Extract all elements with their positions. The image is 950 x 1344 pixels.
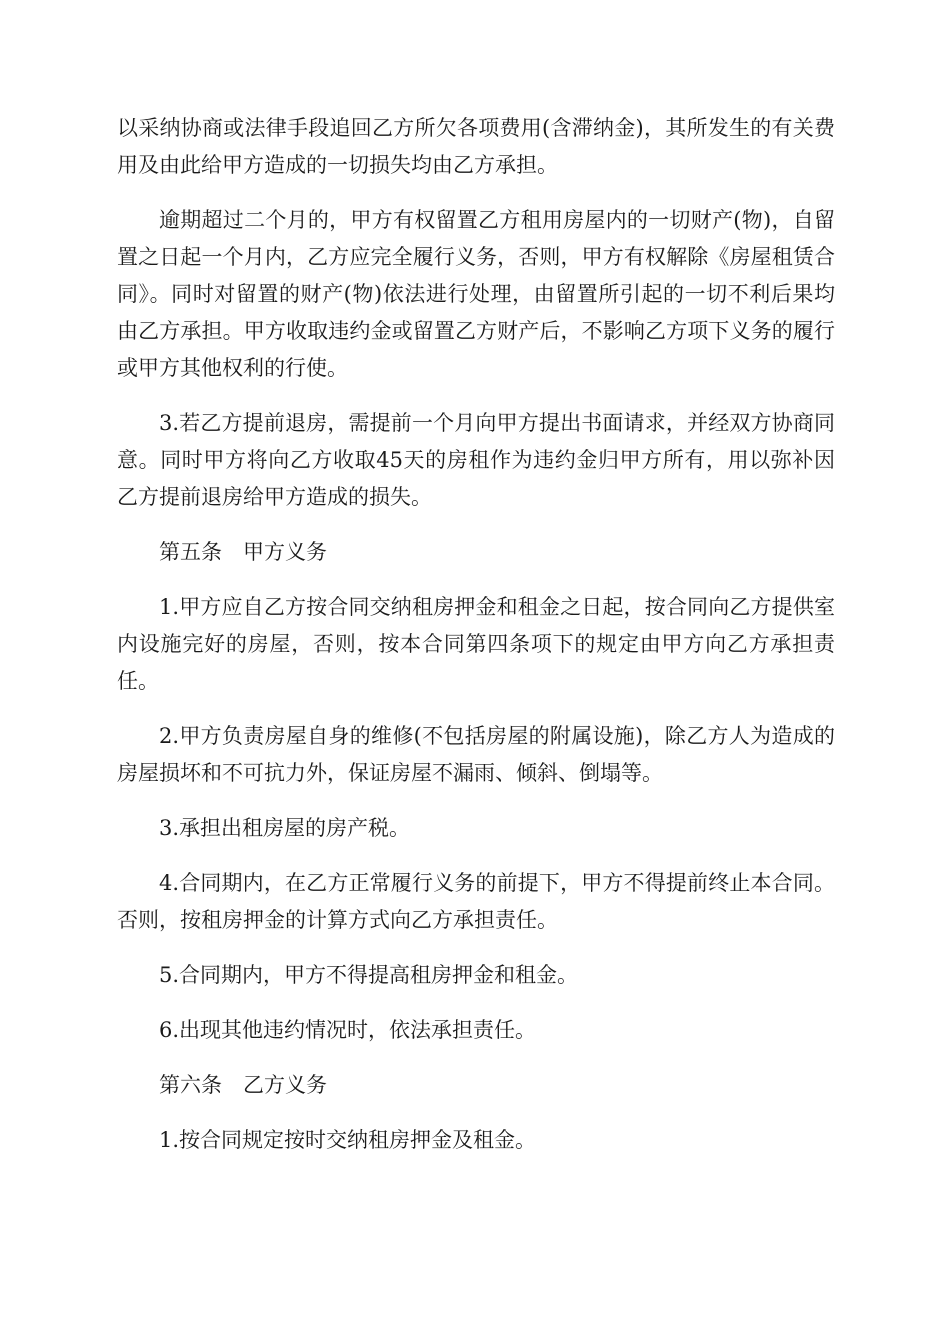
document-body bbox=[117, 110, 835, 1177]
paragraph-party-a-duty-2: 2.甲方负责房屋自身的维修(不包括房屋的附属设施)，除乙方人为造成的房屋损坏和不可抗力外，保证房屋不漏雨、倾斜、倒塌等。 bbox=[117, 724, 835, 785]
paragraph-party-a-duty-4: 4.合同期内，在乙方正常履行义务的前提下，甲方不得提前终止本合同。否则，按租房押金的计算方式向乙方承担责任。 bbox=[117, 871, 835, 932]
heading-article-five: 第五条 甲方义务 bbox=[159, 540, 327, 564]
paragraph-party-a-duty-1: 1.甲方应自乙方按合同交纳租房押金和租金之日起，按合同向乙方提供室内设施完好的房屋，否则，按本合同第四条项下的规定由甲方向乙方承担责任。 bbox=[117, 595, 835, 693]
paragraph-party-a-duty-6: 6.出现其他违约情况时，依法承担责任。 bbox=[159, 1018, 537, 1042]
paragraph-party-b-duty-1: 1.按合同规定按时交纳租房押金及租金。 bbox=[159, 1128, 537, 1152]
paragraph-early-move-out: 3.若乙方提前退房，需提前一个月向甲方提出书面请求，并经双方协商同意。同时甲方将向乙方收取45天的房租作为违约金归甲方所有，用以弥补因乙方提前退房给甲方造成的损失。 bbox=[117, 411, 835, 509]
paragraph-party-a-duty-3: 3.承担出租房屋的房产税。 bbox=[159, 816, 411, 840]
paragraph-party-a-duty-5: 5.合同期内，甲方不得提高租房押金和租金。 bbox=[159, 963, 579, 987]
heading-article-six: 第六条 乙方义务 bbox=[159, 1073, 327, 1097]
paragraph-overdue-two-months: 逾期超过二个月的，甲方有权留置乙方租用房屋内的一切财产(物)，自留置之日起一个月内，乙方应完全履行义务，否则，甲方有权解除《房屋租赁合同》。同时对留置的财产(物)依法进行处理，由留置所引起的一切不利后果均由乙方承担。甲方收取违约金或留置乙方财产后，不影响乙方项下义务的履行或甲方其他权利的行使。 bbox=[117, 208, 835, 380]
paragraph-continuation: 以采纳协商或法律手段追回乙方所欠各项费用(含滞纳金)，其所发生的有关费用及由此给甲方造成的一切损失均由乙方承担。 bbox=[117, 116, 835, 177]
